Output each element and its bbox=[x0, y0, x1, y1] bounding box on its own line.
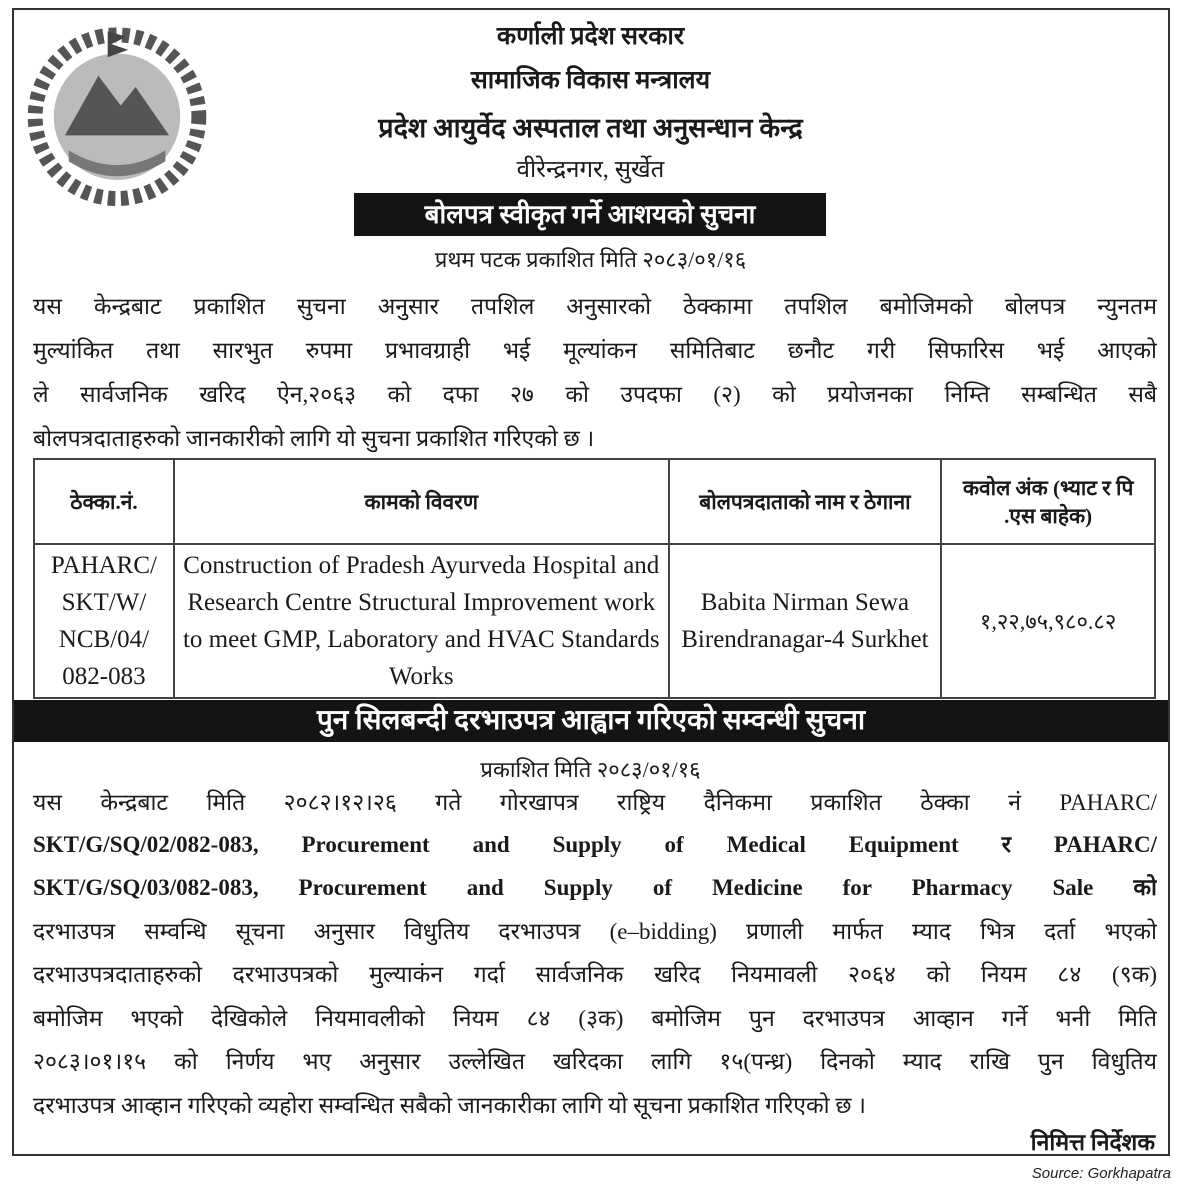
province-name: कर्णाली प्रदेश सरकार bbox=[496, 23, 685, 50]
notice2-line: SKT/G/SQ/02/082-083, Procurement and Supply of Medical Equipment र PAHARC/ bbox=[33, 832, 1157, 857]
col-amount: कवोल अंक (भ्याट र पि .एस बाहेक) bbox=[941, 459, 1155, 544]
notice2-line: बमोजिम भएको देखिकोले नियमावलीको नियम ८४ (३क) बमोजिम पुन दरभाउपत्र आव्हान गर्ने भनी मिति bbox=[33, 1006, 1157, 1031]
notice1-line: ले सार्वजनिक खरिद ऐन,२०६३ को दफा २७ को उपदफा (२) को प्रयोजनका निम्ति सम्बन्धित सबै bbox=[33, 382, 1157, 407]
notice1-date: प्रथम पटक प्रकाशित मिति २०८३/०१/१६ bbox=[434, 247, 747, 272]
source-credit: Source: Gorkhapatra bbox=[1031, 1165, 1171, 1182]
notice1-line: यस केन्द्रबाट प्रकाशित सुचना अनुसार तपशिल अनुसारको ठेक्कामा तपशिल बमोजिमको बोलपत्र न्युनतम bbox=[33, 294, 1157, 319]
cell-contract-no: PAHARC/ SKT/W/ NCB/04/ 082-083 bbox=[34, 544, 174, 698]
notice1-title: बोलपत्र स्वीकृत गर्ने आशयको सुचना bbox=[354, 193, 826, 236]
cell-description: Construction of Pradesh Ayurveda Hospital and Research Centre Structural Improvement work to meet GMP, Laboratory and HVAC Standards Works bbox=[174, 544, 669, 698]
bid-table bbox=[33, 458, 1156, 699]
col-description: कामको विवरण bbox=[174, 459, 669, 544]
notice2-line: दरभाउपत्रदाताहरुको दरभाउपत्रको मुल्याकंन गर्दा सार्वजनिक खरिद नियमावली २०६४ को नियम ८४ (९क) bbox=[33, 962, 1157, 987]
notice2-title: पुन सिलबन्दी दरभाउपत्र आह्वान गरिएको सम्वन्धी सुचना bbox=[14, 700, 1168, 742]
table-header-row bbox=[34, 459, 1155, 544]
notice2-line: दरभाउपत्र आव्हान गरिएको व्यहोरा सम्वन्धित सबैको जानकारीका लागि यो सूचना प्रकाशित गरिएको छ । bbox=[33, 1093, 866, 1118]
signature: निमित्त निर्देशक bbox=[1030, 1130, 1155, 1155]
notice2-date: प्रकाशित मिति २०८३/०१/१६ bbox=[480, 757, 701, 782]
cell-bidder: Babita Nirman Sewa Birendranagar-4 Surkhet bbox=[669, 544, 942, 698]
cell-amount: १,२२,७५,९८०.८२ bbox=[941, 544, 1155, 698]
col-contract-no: ठेक्का.नं. bbox=[34, 459, 174, 544]
ministry-name: सामाजिक विकास मन्त्रालय bbox=[470, 67, 711, 94]
notice2-line: यस केन्द्रबाट मिति २०८२।१२।२६ गते गोरखापत्र राष्ट्रिय दैनिकमा प्रकाशित ठेक्का नं PAHARC/ bbox=[33, 790, 1157, 815]
table-row bbox=[34, 544, 1155, 698]
notice2-line: SKT/G/SQ/03/082-083, Procurement and Supply of Medicine for Pharmacy Sale को bbox=[33, 875, 1157, 900]
notice2-line: २०८३।०१।१५ को निर्णय भए अनुसार उल्लेखित खरिदका लागि १५(पन्ध्र) दिनको म्याद राखि पुन विधुतिय bbox=[33, 1049, 1157, 1074]
notice1-line: मुल्यांकित तथा सारभुत रुपमा प्रभावग्राही भई मूल्यांकन समितिबाट छनौट गरी सिफारिस भई आएको bbox=[33, 338, 1157, 363]
office-address: वीरेन्द्रनगर, सुर्खेत bbox=[516, 157, 665, 183]
notice1-line: बोलपत्रदाताहरुको जानकारीको लागि यो सुचना प्रकाशित गरिएको छ । bbox=[33, 426, 595, 451]
office-name: प्रदेश आयुर्वेद अस्पताल तथा अनुसन्धान केन्द्र bbox=[378, 113, 803, 143]
notice2-line: दरभाउपत्र सम्वन्धि सूचना अनुसार विधुतिय दरभाउपत्र (e–bidding) प्रणाली मार्फत म्याद भित्र दर्ता भएको bbox=[33, 919, 1157, 944]
col-bidder: बोलपत्रदाताको नाम र ठेगाना bbox=[669, 459, 942, 544]
